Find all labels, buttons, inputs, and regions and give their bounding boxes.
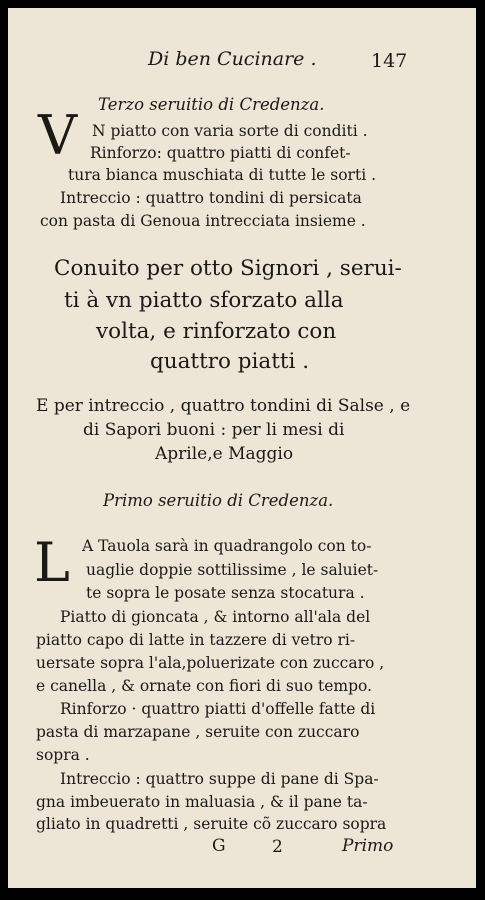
text-line: Rinforzo · quattro piatti d'offelle fatte di bbox=[60, 700, 376, 718]
text-line: con pasta di Genoua intrecciata insieme . bbox=[40, 212, 366, 230]
text-line: te sopra le posate senza stocatura . bbox=[86, 584, 365, 602]
text-line: Intreccio : quattro tondini di persicata bbox=[60, 189, 362, 207]
text-line: A Tauola sarà in quadrangolo con to- bbox=[82, 537, 372, 555]
intreccio-line: Aprile,e Maggio bbox=[155, 444, 294, 464]
text-line: piatto capo di latte in tazzere di vetro ri- bbox=[36, 631, 356, 649]
book-page bbox=[8, 8, 476, 888]
text-line: N piatto con varia sorte di conditi . bbox=[92, 122, 368, 140]
signature-mark: G bbox=[212, 836, 226, 856]
catchword: Primo bbox=[342, 836, 394, 856]
intreccio-line: di Sapori buoni : per li mesi di bbox=[83, 420, 345, 440]
text-line: sopra . bbox=[36, 746, 90, 764]
page-number: 147 bbox=[371, 50, 408, 72]
convito-title-line: volta, e rinforzato con bbox=[96, 319, 337, 344]
text-line: Intreccio : quattro suppe di pane di Spa- bbox=[60, 770, 379, 788]
text-line: Rinforzo: quattro piatti di confet- bbox=[90, 144, 351, 162]
text-line: uersate sopra l'ala,poluerizate con zuccaro , bbox=[36, 654, 385, 672]
text-line: tura bianca muschiata di tutte le sorti . bbox=[68, 166, 377, 184]
dropcap-l: L bbox=[34, 531, 70, 594]
text-line: gliato in quadretti , seruite cõ zuccaro sopra bbox=[36, 815, 387, 833]
running-title: Di ben Cucinare . bbox=[148, 48, 317, 70]
convito-title-line: quattro piatti . bbox=[150, 349, 310, 374]
dropcap-v: V bbox=[38, 104, 77, 167]
text-line: e canella , & ornate con fiori di suo tempo. bbox=[36, 677, 373, 695]
text-line: gna imbeuerato in maluasia , & il pane ta- bbox=[36, 793, 368, 811]
intreccio-line: E per intreccio , quattro tondini di Salse , e bbox=[36, 396, 411, 416]
section-heading-primo: Primo seruitio di Credenza. bbox=[103, 491, 334, 510]
signature-number: 2 bbox=[272, 837, 283, 857]
text-line: pasta di marzapane , seruite con zuccaro bbox=[36, 723, 360, 741]
text-line: Piatto di gioncata , & intorno all'ala del bbox=[60, 608, 371, 626]
convito-title-line: Conuito per otto Signori , serui- bbox=[54, 256, 402, 281]
section-heading-terzo: Terzo seruitio di Credenza. bbox=[98, 95, 325, 114]
convito-title-line: ti à vn piatto sforzato alla bbox=[64, 288, 344, 313]
text-line: uaglie doppie sottilissime , le saluiet- bbox=[86, 561, 379, 579]
